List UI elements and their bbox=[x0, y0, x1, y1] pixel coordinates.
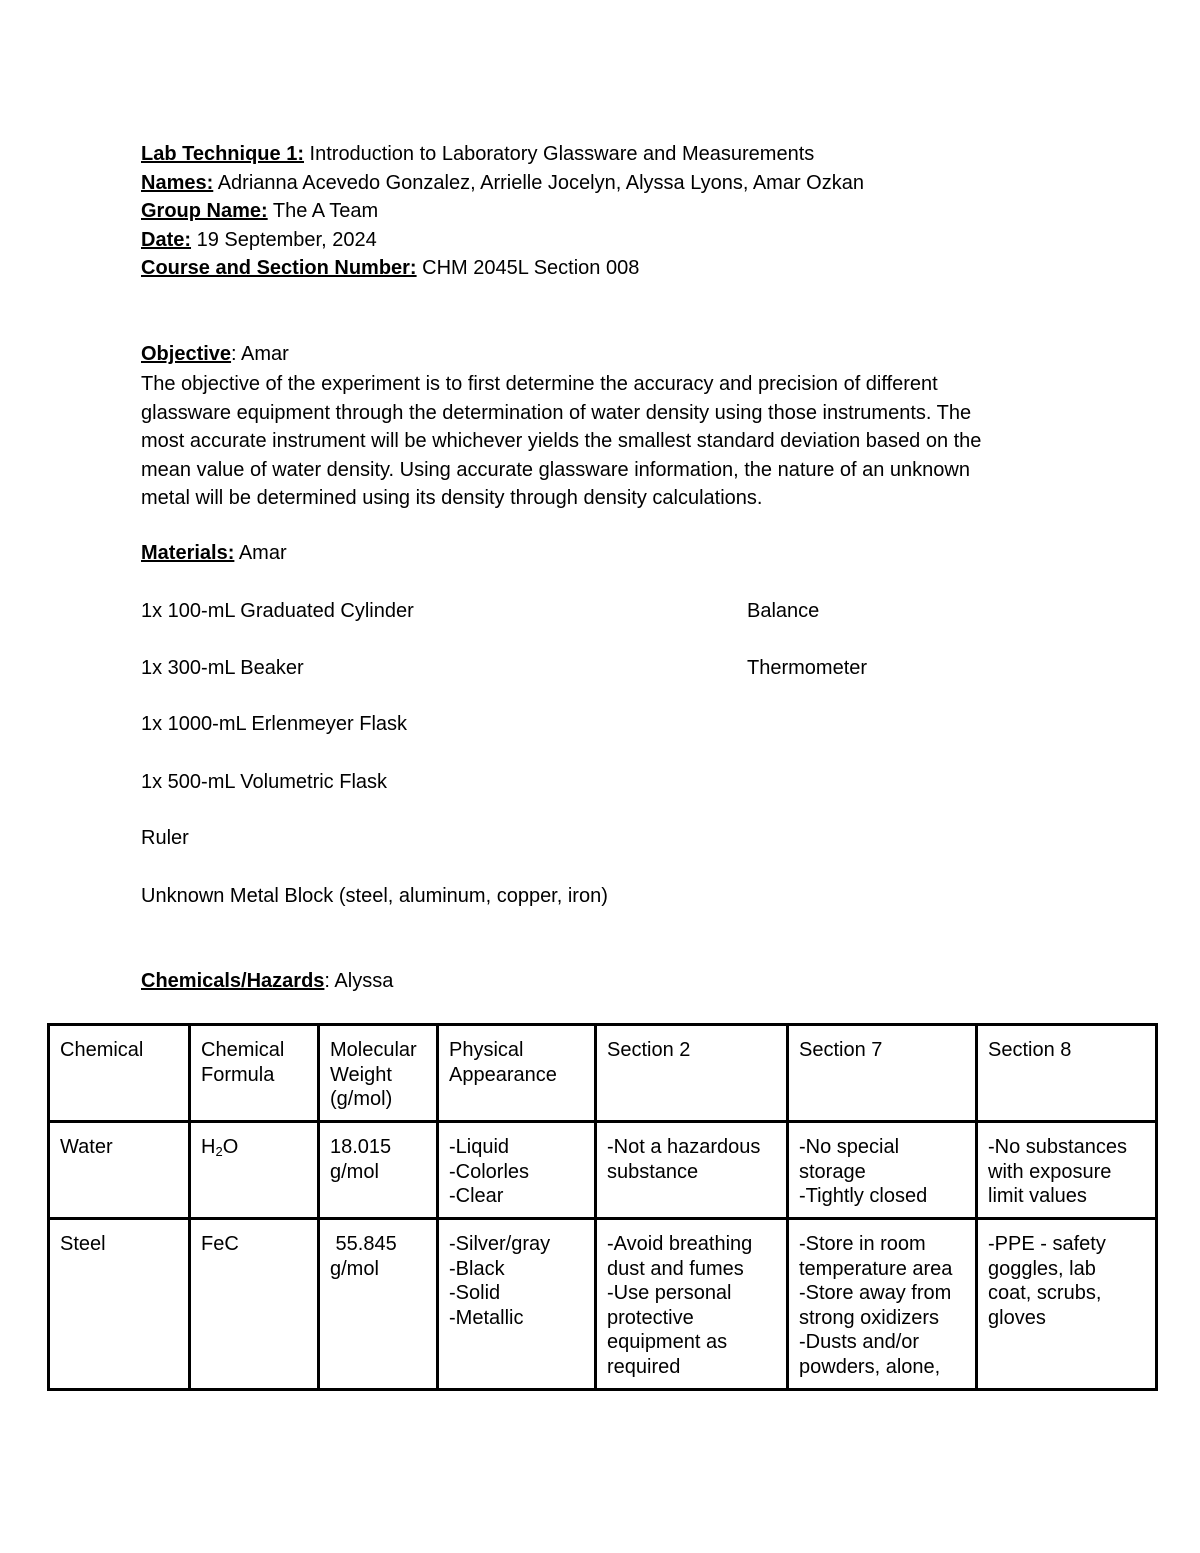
appearance-cell: -Silver/gray -Black -Solid -Metallic bbox=[438, 1219, 596, 1390]
table-row bbox=[49, 1122, 1157, 1219]
weight-cell: 55.845 g/mol bbox=[319, 1219, 438, 1390]
header-cell: Section 8 bbox=[977, 1025, 1157, 1122]
objective-line: glassware equipment through the determination of water density using those instruments. The bbox=[141, 401, 972, 424]
material-item: 1x 1000-mL Erlenmeyer Flask bbox=[141, 713, 408, 735]
formula-cell: FeC bbox=[190, 1219, 319, 1390]
names-line bbox=[141, 171, 864, 195]
table-row bbox=[49, 1219, 1157, 1390]
material-item: 1x 300-mL Beaker bbox=[141, 657, 304, 679]
lab-label: Lab Technique 1: bbox=[141, 143, 304, 165]
date-line bbox=[141, 228, 377, 252]
material-item: Unknown Metal Block (steel, aluminum, copper, iron) bbox=[141, 885, 608, 907]
table-header-row bbox=[49, 1025, 1157, 1122]
chemicals-heading bbox=[141, 969, 393, 993]
objective-heading bbox=[141, 342, 289, 366]
course-label: Course and Section Number: bbox=[141, 257, 417, 279]
materials-author: Amar bbox=[234, 542, 287, 564]
material-item: 1x 100-mL Graduated Cylinder bbox=[141, 600, 414, 622]
objective-author: : Amar bbox=[231, 343, 289, 365]
section7-cell: -No special storage -Tightly closed bbox=[788, 1122, 977, 1219]
objective-line: mean value of water density. Using accurate glassware information, the nature of an unknown bbox=[141, 458, 970, 481]
group-line bbox=[141, 199, 378, 223]
header-cell: Section 2 bbox=[596, 1025, 788, 1122]
objective-line: most accurate instrument will be whichever yields the smallest standard deviation based on the bbox=[141, 430, 982, 453]
lab-value: Introduction to Laboratory Glassware and Measurements bbox=[303, 143, 815, 165]
appearance-cell: -Liquid -Colorles -Clear bbox=[438, 1122, 596, 1219]
lab-title-line bbox=[141, 142, 814, 166]
group-label: Group Name: bbox=[141, 200, 268, 222]
objective-label: Objective bbox=[141, 343, 232, 365]
material-item: 1x 500-mL Volumetric Flask bbox=[141, 771, 388, 793]
date-label: Date: bbox=[141, 229, 192, 251]
material-item: Balance bbox=[747, 600, 820, 622]
formula-cell: $H_2O$ bbox=[190, 1122, 319, 1219]
objective-line: metal will be determined using its density through density calculations. bbox=[141, 487, 763, 510]
course-value: CHM 2045L Section 008 bbox=[416, 257, 640, 279]
section8-cell: -PPE - safety goggles, lab coat, scrubs, gloves bbox=[977, 1219, 1157, 1390]
course-line bbox=[141, 256, 639, 280]
materials-label: Materials: bbox=[141, 542, 235, 564]
date-value: 19 September, 2024 bbox=[191, 229, 377, 251]
section2-cell: -Avoid breathing dust and fumes -Use personal protective equipment as required bbox=[596, 1219, 788, 1390]
objective-body bbox=[141, 370, 1071, 513]
materials-heading bbox=[141, 541, 287, 565]
chemical-cell: Water bbox=[49, 1122, 190, 1219]
header-cell: Chemical Formula bbox=[190, 1025, 319, 1122]
header-cell: Section 7 bbox=[788, 1025, 977, 1122]
header-cell: Molecular Weight (g/mol) bbox=[319, 1025, 438, 1122]
names-value: Adrianna Acevedo Gonzalez, Arrielle Jocelyn, Alyssa Lyons, Amar Ozkan bbox=[213, 172, 864, 194]
section2-cell: -Not a hazardous substance bbox=[596, 1122, 788, 1219]
chemicals-table bbox=[47, 1023, 1158, 1391]
section7-cell: -Store in room temperature area -Store away from strong oxidizers -Dusts and/or powders, alone, bbox=[788, 1219, 977, 1390]
chemicals-label: Chemicals/Hazards bbox=[141, 970, 325, 992]
chemical-cell: Steel bbox=[49, 1219, 190, 1390]
section8-cell: -No substances with exposure limit values bbox=[977, 1122, 1157, 1219]
group-value: The A Team bbox=[267, 200, 379, 222]
weight-cell: 18.015 g/mol bbox=[319, 1122, 438, 1219]
chemicals-author: : Alyssa bbox=[324, 970, 394, 992]
material-item: Thermometer bbox=[747, 657, 868, 679]
header-cell: Chemical bbox=[49, 1025, 190, 1122]
material-item: Ruler bbox=[141, 827, 189, 849]
names-label: Names: bbox=[141, 172, 214, 194]
objective-line: The objective of the experiment is to first determine the accuracy and precision of different bbox=[141, 373, 938, 395]
header-cell: Physical Appearance bbox=[438, 1025, 596, 1122]
